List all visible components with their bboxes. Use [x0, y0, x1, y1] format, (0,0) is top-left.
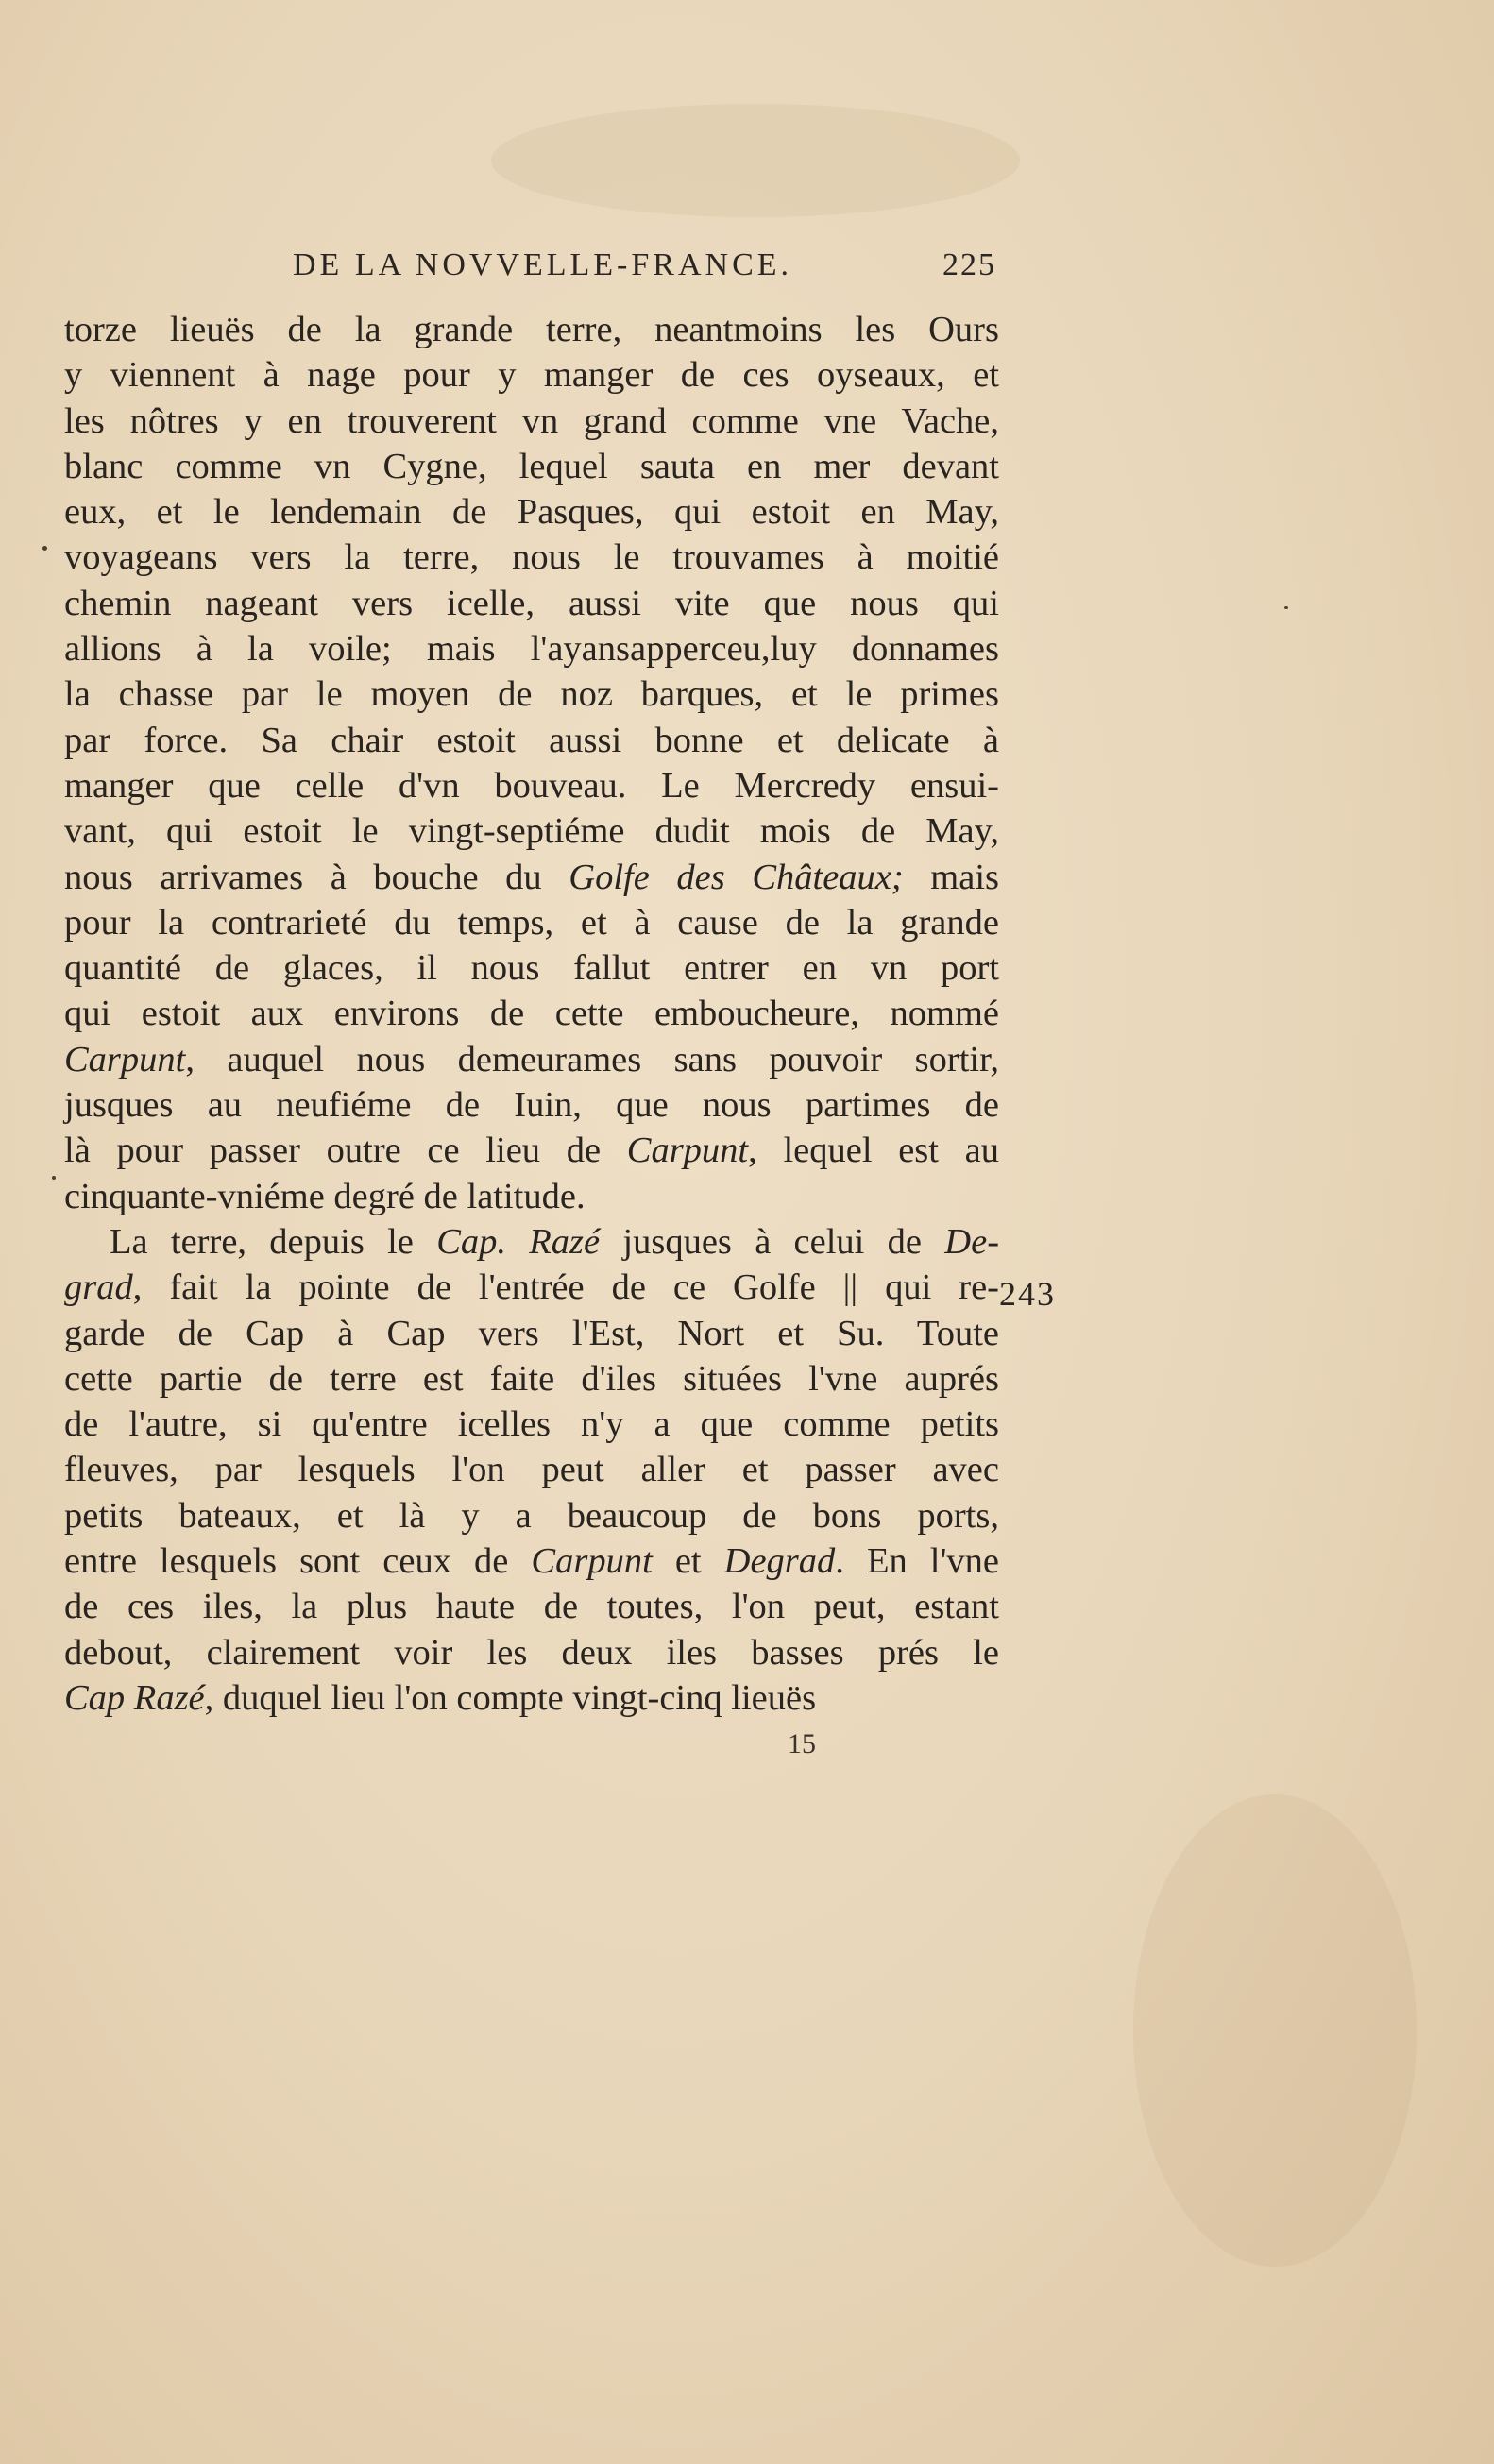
text-line	[64, 1584, 999, 1629]
text-span: y viennent à nage pour y manger de ces oyseaux, et	[64, 355, 999, 396]
text-line	[64, 1493, 999, 1538]
text-span: La terre, depuis le	[110, 1221, 437, 1262]
italic-text-span: Cap Razé	[64, 1677, 205, 1718]
italic-text-span: Degrad	[723, 1541, 836, 1582]
text-span: et	[652, 1541, 724, 1582]
text-span: debout, clairement voir les deux iles basses prés le	[64, 1632, 999, 1673]
text-line	[64, 1219, 999, 1265]
text-line	[64, 1128, 999, 1173]
ink-speck	[42, 546, 47, 551]
text-span: cinquante-vniéme degré de latitude.	[64, 1176, 586, 1216]
text-span: quantité de glaces, il nous fallut entrer en vn port	[64, 948, 999, 989]
text-span: manger que celle d'vn bouveau. Le Mercredy ensui-	[64, 765, 999, 806]
text-span: la chasse par le moyen de noz barques, et le primes	[64, 674, 999, 715]
text-span: de ces iles, la plus haute de toutes, l'on peut, estant	[64, 1587, 999, 1627]
text-line	[64, 1630, 999, 1675]
margin-page-reference: 243	[999, 1275, 1056, 1313]
text-line	[64, 1356, 999, 1402]
text-span: de l'autre, si qu'entre icelles n'y a que comme petits	[64, 1404, 999, 1445]
text-line	[64, 581, 999, 626]
text-span: là pour passer outre ce lieu de	[64, 1130, 627, 1171]
italic-text-span: Cap. Razé	[436, 1221, 601, 1262]
text-span: blanc comme vn Cygne, lequel sauta en mer devant	[64, 446, 999, 486]
text-line	[64, 1082, 999, 1128]
italic-text-span: Carpunt	[531, 1541, 653, 1582]
text-line	[64, 307, 999, 352]
text-span: qui estoit aux environs de cette emboucheure, nommé	[64, 994, 999, 1034]
text-span: jusques au neufiéme de Iuin, que nous partimes de	[64, 1085, 999, 1126]
text-span: cette partie de terre est faite d'iles situées l'vne auprés	[64, 1358, 999, 1399]
italic-text-span: grad	[64, 1267, 133, 1308]
text-span: par force. Sa chair estoit aussi bonne et delicate à	[64, 720, 999, 760]
text-line	[64, 1037, 999, 1082]
text-line	[64, 991, 999, 1036]
text-span: . En l'vne	[835, 1541, 999, 1582]
ink-speck	[1284, 606, 1288, 609]
text-span: les nôtres y en trouverent vn grand comme vne Vache,	[64, 400, 999, 441]
text-span: , duquel lieu l'on compte vingt-cinq lieuës	[204, 1677, 817, 1718]
text-line	[64, 900, 999, 945]
text-span: allions à la voile; mais l'ayansapperceu,luy donnames	[64, 629, 999, 670]
text-line	[64, 855, 999, 900]
text-span: pour la contrarieté du temps, et à cause de la grande	[64, 902, 999, 943]
paper-stain	[1133, 1794, 1417, 2267]
text-span: chemin nageant vers icelle, aussi vite que nous qui	[64, 583, 999, 623]
ink-speck	[52, 1176, 56, 1180]
text-line	[64, 352, 999, 398]
text-line	[64, 399, 999, 444]
text-line	[64, 1174, 999, 1219]
text-span: eux, et le lendemain de Pasques, qui estoit en May,	[64, 492, 999, 533]
text-line	[64, 1402, 999, 1447]
paper-stain	[491, 104, 1020, 217]
signature-mark: 15	[788, 1728, 816, 1759]
text-span: vant, qui estoit le vingt-septiéme dudit mois de May,	[64, 811, 999, 852]
text-span: jusques à celui de	[600, 1221, 945, 1262]
text-line	[64, 489, 999, 535]
text-line	[64, 1311, 999, 1356]
text-line	[64, 626, 999, 671]
italic-text-span: Carpunt	[64, 1039, 186, 1079]
text-line	[64, 444, 999, 489]
italic-text-span: Carpunt	[626, 1130, 749, 1171]
text-span: torze lieuës de la grande terre, neantmoins les Ours	[64, 310, 999, 349]
text-line	[64, 1447, 999, 1492]
text-span: entre lesquels sont ceux de	[64, 1541, 532, 1582]
text-line	[64, 718, 999, 763]
italic-text-span: Golfe des Châteaux;	[569, 857, 904, 897]
text-span: , fait la pointe de l'entrée de ce Golfe || qui re-	[132, 1267, 999, 1308]
running-title: DE LA NOVVELLE-FRANCE.	[293, 247, 793, 282]
text-line	[64, 1675, 999, 1721]
running-header	[293, 247, 1010, 289]
body-text	[64, 307, 999, 1721]
text-span: mais	[903, 857, 999, 897]
text-span: , auquel nous demeurames sans pouvoir sortir,	[185, 1039, 999, 1079]
text-span: garde de Cap à Cap vers l'Est, Nort et Su. Toute	[64, 1313, 999, 1353]
text-span: nous arrivames à bouche du	[64, 857, 569, 897]
italic-text-span: De-	[944, 1221, 1000, 1262]
page-number: 225	[942, 247, 996, 282]
text-line	[64, 671, 999, 717]
text-line	[64, 945, 999, 991]
text-span: , lequel est au	[748, 1130, 999, 1171]
text-span: petits bateaux, et là y a beaucoup de bons ports,	[64, 1495, 999, 1536]
text-line	[64, 763, 999, 808]
text-line	[64, 1265, 999, 1310]
text-line	[64, 535, 999, 580]
text-span: voyageans vers la terre, nous le trouvames à moitié	[64, 537, 999, 578]
text-line	[64, 808, 999, 854]
text-line	[64, 1538, 999, 1584]
text-span: fleuves, par lesquels l'on peut aller et passer avec	[64, 1450, 999, 1490]
